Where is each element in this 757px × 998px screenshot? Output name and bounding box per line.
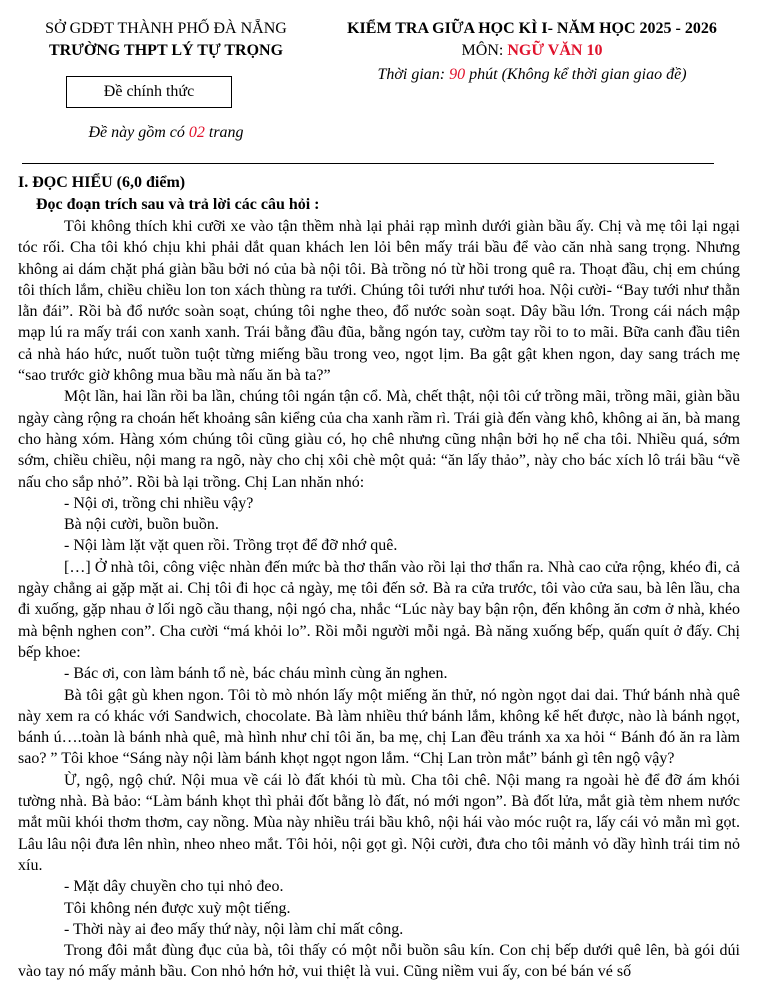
pages-prefix: Đề này gồm có (88, 124, 189, 141)
subject-value: NGỮ VĂN 10 (507, 42, 603, 59)
passage-dialogue-line: - Nội ơi, trồng chi nhiều vậy? (64, 494, 254, 512)
passage-dialogue-line: - Thời này ai đeo mấy thứ này, nội làm chỉ mất công. (64, 920, 404, 938)
passage-paragraph: Ừ, ngộ, ngộ chứ. Nội mua về cái lò đất khói tù mù. Cha tôi chê. Nội mang ra ngoài hè để đỡ ám khói tường nhà. Bà bảo: “Làm bánh khọt thì phải đốt bằng lò đất, nó mới ngon”. Bà đốt lửa, mắt già tèm nhem nước mắt mũi khói thơm thơm, cay nồng. Mùa này nhiều trái bầu khô, nội hái vào móc ruột ra, lấy cái vỏ mằn mì gọt. Lâu lâu nội đưa lên nhìn, nheo nheo mắt. Tôi hỏi, nội gọt gì. Nội cười, đưa cho tôi mảnh vỏ dầy hình trái tim nỏ xíu. (18, 771, 740, 874)
passage-paragraph: Bà tôi gật gù khen ngon. Tôi tò mò nhón lấy một miếng ăn thử, nó ngòn ngọt dai dai. Thứ bánh nhà quê này xem ra có khác với Sandwich, chocolate. Bà làm nhiều thứ bánh lắm, không kể hết được, nào là bánh ngọt, bánh ú….toàn là bánh nhà quê, mà hình như chỉ tôi ăn, ba mẹ, chị Lan đều tránh xa xa hỏi “ Bánh đó ăn ra làm sao? ” Tôi khoe “Sáng này nội làm bánh khọt ngọt ngon lắm. “Chị Lan tròn mắt” bánh gì tên ngộ vậy? (18, 686, 740, 768)
passage-dialogue-line: - Bác ơi, con làm bánh tổ nè, bác cháu mình cùng ăn nghen. (64, 665, 448, 683)
passage-dialogue-line: Tôi không nén được xuỳ một tiếng. (64, 899, 291, 917)
exam-content (18, 172, 740, 983)
pages-suffix: trang (204, 124, 244, 141)
official-label-box: Đề chính thức (66, 76, 232, 108)
passage-dialogue-line: - Mặt dây chuyền cho tụi nhỏ đeo. (64, 878, 284, 896)
header-left (16, 18, 316, 62)
duration-line (322, 64, 742, 86)
subject-line (322, 40, 742, 62)
passage-paragraph: […] Ở nhà tôi, công việc nhàn đến mức bà thơ thẩn vào rồi lại thơ thẩn ra. Nhà cao cửa rộng, khéo đi, cả ngày chẳng ai gặp mặt ai. Chị tôi đi học cả ngày, mẹ tôi đến sở. Bà ra cửa trước, tôi vào cửa sau, bà lên lầu, cha đi xuống, gặp nhau ở lối ngõ cầu thang, nội ngó cha, nhắc “Lúc này bay bận rộn, đến không ăn cơm ở nhà, khéo mà bệnh nghen con”. Cha cười “má khỏi lo”. Rồi mỗi người mỗi ngả. Bà năng xuống bếp, quấn quít ở đấy. Chị bếp khoe: (18, 558, 740, 661)
passage-paragraph: Một lần, hai lần rồi ba lần, chúng tôi ngán tận cổ. Mà, chết thật, nội tôi cứ trồng mãi, trồng mãi, giàn bầu ngày càng rộng ra choán hết khoảng sân kiểng của cha xanh rầm rì. Trái già đến vàng khô, không ai ăn, bà mang cho hàng xóm. Hàng xóm chúng tôi cũng giàu có, họ chê nhưng cũng nhận bởi họ nể cha tôi. Nhiều quá, sớm sớm, chiều chiều, nội mang ra ngõ, này cho chị xôi chè một quả: “ăn lấy thảo”, này cho bác xích lô trái bầu “về nấu cho sắp nhỏ”. Rồi bà lại trồng. Chị Lan nhăn nhó: (18, 388, 740, 491)
subject-label: MÔN: (461, 42, 508, 59)
pages-note (16, 124, 316, 142)
header-divider (22, 163, 714, 164)
pages-count: 02 (188, 124, 205, 141)
header-right (322, 18, 742, 86)
time-suffix: phút (Không kể thời gian giao đề) (465, 66, 687, 83)
section-instruction: Đọc đoạn trích sau và trả lời các câu hỏi : (36, 196, 320, 213)
passage-dialogue-line: Bà nội cười, buồn buồn. (64, 516, 219, 534)
exam-title: KIỂM TRA GIỮA HỌC KÌ I- NĂM HỌC 2025 - 2026 (347, 20, 717, 37)
school-name: TRƯỜNG THPT LÝ TỰ TRỌNG (48, 42, 284, 59)
passage-paragraph: Tôi không thích khi cưỡi xe vào tận thềm nhà lại phải rạp mình dưới giàn bầu ấy. Chị và mẹ tôi lại ngại tóc rối. Cha tôi khó chịu khi phải dắt quan khách len lỏi bên mấy trái bầu để vào căn nhà sang trọng. Nhưng không ai dám chặt phá giàn bầu bởi nó của bà nội tôi. Bà trồng nó từ hồi trong quê ra. Thoạt đầu, chị em chúng tôi thích lắm, chiều chiều lon ton xách thùng ra tưới. Chúng tôi tưới như tưới hoa. Nội cười- “Bay tưới như thằn lằn đái”. Rồi bà đổ nước soàn soạt, chúng tôi nghe theo, đổ nước soàn soạt. Dây bầu lớn. Trong cái nách mập mạp lú ra mấy trái con xanh xanh. Trái bằng đầu đũa, bằng ngón tay, cườm tay rồi to to mãi. Bữa canh đầu tiên cả nhà háo hức, nuốt tuồn tuột từng miếng bầu trong veo, ngọt lịm. Ba gật gật khen ngon, day sang trách mẹ “sao trước giờ không mua bầu mà nấu ăn bà ta?” (18, 218, 740, 385)
department-name: SỞ GDĐT THÀNH PHỐ ĐÀ NẴNG (45, 20, 287, 37)
time-prefix: Thời gian: (377, 66, 450, 83)
passage-dialogue-line: - Nội làm lặt vặt quen rồi. Trồng trọt để đỡ nhớ quê. (64, 537, 398, 555)
passage-paragraph: Trong đôi mắt đùng đục của bà, tôi thấy có một nỗi buồn sâu kín. Con chị bếp dưới quê lên, bà gói dúi vào tay nó mấy mảnh bầu. Con nhỏ hớn hở, vui thiệt là vui. Cũng niềm vui ấy, con bé bán vé số (18, 942, 740, 981)
time-value: 90 (449, 66, 466, 83)
section-title: I. ĐỌC HIỂU (6,0 điểm) (18, 174, 186, 191)
reading-passage (18, 216, 740, 983)
